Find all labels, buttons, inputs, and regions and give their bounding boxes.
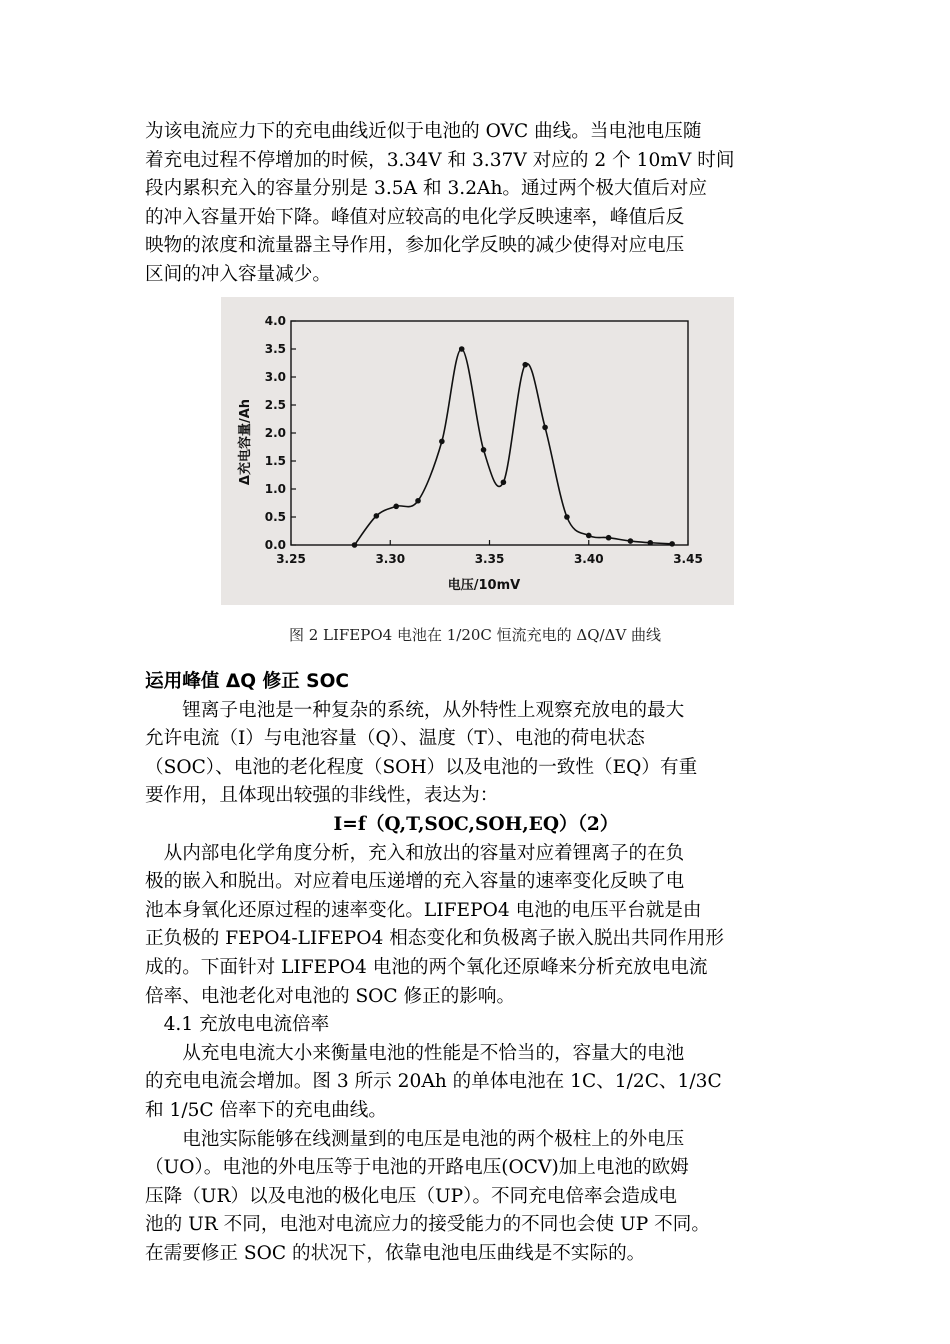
paragraph-line: 电池实际能够在线测量到的电压是电池的两个极柱上的外电压 [182,1128,685,1150]
intro-line: 区间的冲入容量减少。 [145,263,331,285]
paragraph-line: 倍率、电池老化对电池的 SOC 修正的影响。 [145,985,516,1007]
series-line [355,349,673,545]
data-point [586,533,592,539]
x-tick-label: 3.45 [673,552,703,566]
paragraph-line: （SOC）、电池的老化程度（SOH）以及电池的一致性（EQ）有重 [145,756,698,778]
figure-caption: 图 2 LIFEPO4 电池在 1/20C 恒流充电的 ΔQ/ΔV 曲线 [288,626,662,644]
intro-line: 着充电过程不停增加的时候，3.34V 和 3.37V 对应的 2 个 10mV 时间 [145,149,735,171]
paragraph-line: 要作用，且体现出较强的非线性，表达为： [145,785,499,807]
paragraph-line: 正负极的 FEPO4-LIFEPO4 相态变化和负极离子嵌入脱出共同作用形 [145,928,724,950]
dq-dv-chart [221,297,734,605]
intro-line: 段内累积充入的容量分别是 3.5A 和 3.2Ah。通过两个极大值后对应 [145,178,707,200]
intro-paragraph [145,118,807,290]
paragraph-line: （UO）。电池的外电压等于电池的开路电压(OCV)加上电池的欧姆 [145,1157,689,1179]
y-tick-label: 3.0 [264,370,286,384]
y-tick-label: 1.0 [264,482,286,496]
data-point [439,439,445,445]
x-tick-label: 3.25 [276,552,306,566]
data-point [647,540,653,546]
paragraph-line: 从充电电流大小来衡量电池的性能是不恰当的，容量大的电池 [182,1042,685,1064]
intro-line: 映物的浓度和流量器主导作用，参加化学反映的减少使得对应电压 [145,235,685,257]
y-tick-label: 4.0 [264,314,286,328]
paragraph-line: 池本身氧化还原过程的速率变化。LIFEPO4 电池的电压平台就是由 [145,899,702,921]
subsection-heading: 4.1 充放电电流倍率 [163,1014,330,1036]
data-point [669,541,675,547]
data-point [481,447,487,453]
y-tick-label: 3.5 [264,342,286,356]
data-point [501,479,507,485]
data-point [352,542,358,548]
paragraph-line: 和 1/5C 倍率下的充电曲线。 [145,1099,387,1121]
data-point [374,513,380,519]
figure-dq-dv [221,297,734,605]
paragraph-line: 成的。下面针对 LIFEPO4 电池的两个氧化还原峰来分析充放电电流 [145,956,708,978]
intro-line: 的冲入容量开始下降。峰值对应较高的电化学反映速率，峰值后反 [145,206,685,228]
paragraph-line: 锂离子电池是一种复杂的系统，从外特性上观察充放电的最大 [182,699,685,721]
y-tick-label: 0.0 [264,538,286,552]
y-tick-label: 1.5 [264,454,286,468]
section-heading: 运用峰值 ΔQ 修正 SOC [145,671,350,692]
formula: I=f（Q,T,SOC,SOH,EQ）（2） [333,813,619,835]
x-tick-label: 3.35 [474,552,505,566]
y-tick-label: 2.5 [264,398,286,412]
paragraph-line: 池的 UR 不同，电池对电流应力的接受能力的不同也会使 UP 不同。 [145,1214,710,1236]
y-tick-label: 2.0 [264,426,286,440]
data-point [628,538,634,544]
paragraph-line: 从内部电化学角度分析，充入和放出的容量对应着锂离子的在负 [163,842,685,864]
paragraph-line: 压降（UR）以及电池的极化电压（UP）。不同充电倍率会造成电 [145,1185,677,1207]
data-point [393,504,399,510]
data-point [522,362,528,368]
paragraph-line: 允许电流（I）与电池容量（Q）、温度（T）、电池的荷电状态 [145,728,645,750]
paragraph-line: 的充电电流会增加。图 3 所示 20Ah 的单体电池在 1C、1/2C、1/3C [145,1071,722,1093]
data-point [564,514,570,520]
x-axis-label: 电压/10mV [447,578,521,593]
intro-line: 为该电流应力下的充电曲线近似于电池的 OVC 曲线。当电池电压随 [145,121,702,142]
x-tick-label: 3.40 [573,552,604,566]
data-point [606,535,612,541]
plot-frame [291,321,688,545]
paragraph-line: 极的嵌入和脱出。对应着电压递增的充入容量的速率变化反映了电 [145,871,685,893]
data-point [542,425,548,431]
y-tick-label: 0.5 [264,510,286,524]
y-axis-label: Δ充电容量/Ah [238,398,253,486]
data-point [459,346,465,352]
paragraph-line: 在需要修正 SOC 的状况下，依靠电池电压曲线是不实际的。 [145,1242,646,1264]
x-tick-label: 3.30 [375,552,406,566]
section-body [145,668,807,1268]
data-point [415,498,421,504]
